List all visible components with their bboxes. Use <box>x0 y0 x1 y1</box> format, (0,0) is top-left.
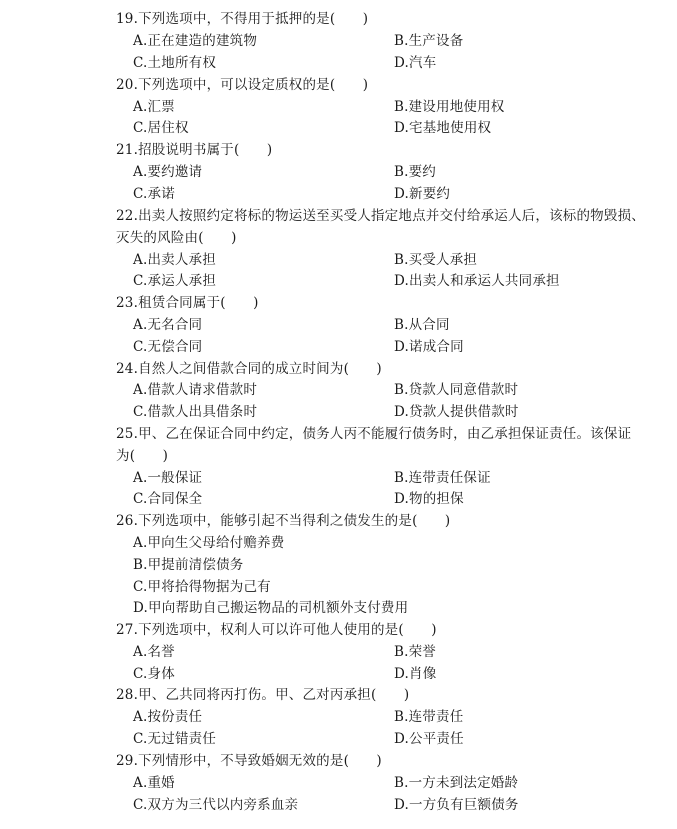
option-c: C.承诺 <box>133 186 175 202</box>
option-c: C.合同保全 <box>133 491 203 507</box>
option-a: A.无名合同 <box>133 317 203 333</box>
option-d: D.物的担保 <box>394 491 464 507</box>
option-a: A.正在建造的建筑物 <box>133 33 258 49</box>
option-d: D.肖像 <box>394 666 437 682</box>
option-b: B.甲提前清偿债务 <box>133 557 244 573</box>
option-a: A.一般保证 <box>133 470 203 486</box>
option-c: C.甲将拾得物据为己有 <box>133 579 271 595</box>
option-d: D.公平责任 <box>394 731 464 747</box>
option-b: B.连带责任 <box>394 709 464 725</box>
question-stem: 28.甲、乙共同将丙打伤。甲、乙对丙承担( ) <box>116 687 410 703</box>
option-d: D.出卖人和承运人共同承担 <box>394 273 560 289</box>
option-c: C.居住权 <box>133 120 189 136</box>
option-a: A.汇票 <box>133 99 175 115</box>
question-stem: 23.租赁合同属于( ) <box>116 295 259 311</box>
option-d: D.诺成合同 <box>394 339 464 355</box>
option-b: B.从合同 <box>394 317 450 333</box>
question-stem: 29.下列情形中，不导致婚姻无效的是( ) <box>116 753 382 769</box>
question-stem-continued: 灭失的风险由( ) <box>116 230 237 246</box>
option-a: A.名誉 <box>133 644 175 660</box>
option-c: C.土地所有权 <box>133 55 217 71</box>
option-b: B.建设用地使用权 <box>394 99 505 115</box>
option-d: D.汽车 <box>394 55 437 71</box>
option-c: C.身体 <box>133 666 175 682</box>
option-b: B.买受人承担 <box>394 252 478 268</box>
option-b: B.连带责任保证 <box>394 470 491 486</box>
option-b: B.荣誉 <box>394 644 437 660</box>
question-stem: 25.甲、乙在保证合同中约定，债务人丙不能履行债务时，由乙承担保证责任。该保证 <box>116 426 632 442</box>
option-d: D.新要约 <box>394 186 451 202</box>
option-a: A.按份责任 <box>133 709 203 725</box>
option-c: C.承运人承担 <box>133 273 217 289</box>
question-stem: 20.下列选项中，可以设定质权的是( ) <box>116 77 369 93</box>
option-d: D.宅基地使用权 <box>394 120 492 136</box>
question-stem: 22.出卖人按照约定将标的物运送至买受人指定地点并交付给承运人后，该标的物毁损、 <box>116 208 645 224</box>
option-a: A.要约邀请 <box>133 164 203 180</box>
option-c: C.双方为三代以内旁系血亲 <box>133 797 299 813</box>
question-stem: 27.下列选项中，权利人可以许可他人使用的是( ) <box>116 622 437 638</box>
question-stem-continued: 为( ) <box>116 448 169 464</box>
option-b: B.一方未到法定婚龄 <box>394 775 519 791</box>
option-b: B.要约 <box>394 164 437 180</box>
question-stem: 19.下列选项中，不得用于抵押的是( ) <box>116 11 369 27</box>
option-d: D.甲向帮助自己搬运物品的司机额外支付费用 <box>133 600 409 616</box>
option-a: A.借款人请求借款时 <box>133 382 258 398</box>
option-b: B.生产设备 <box>394 33 464 49</box>
option-a: A.甲向生父母给付赡养费 <box>133 535 285 551</box>
option-a: A.出卖人承担 <box>133 252 216 268</box>
question-stem: 21.招股说明书属于( ) <box>116 142 273 158</box>
option-d: D.贷款人提供借款时 <box>394 404 519 420</box>
option-c: C.无偿合同 <box>133 339 203 355</box>
question-stem: 26.下列选项中，能够引起不当得利之债发生的是( ) <box>116 513 451 529</box>
option-b: B.贷款人同意借款时 <box>394 382 519 398</box>
option-c: C.借款人出具借条时 <box>133 404 258 420</box>
question-stem: 24.自然人之间借款合同的成立时间为( ) <box>116 361 382 377</box>
option-d: D.一方负有巨额债务 <box>394 797 519 813</box>
option-a: A.重婚 <box>133 775 175 791</box>
option-c: C.无过错责任 <box>133 731 217 747</box>
